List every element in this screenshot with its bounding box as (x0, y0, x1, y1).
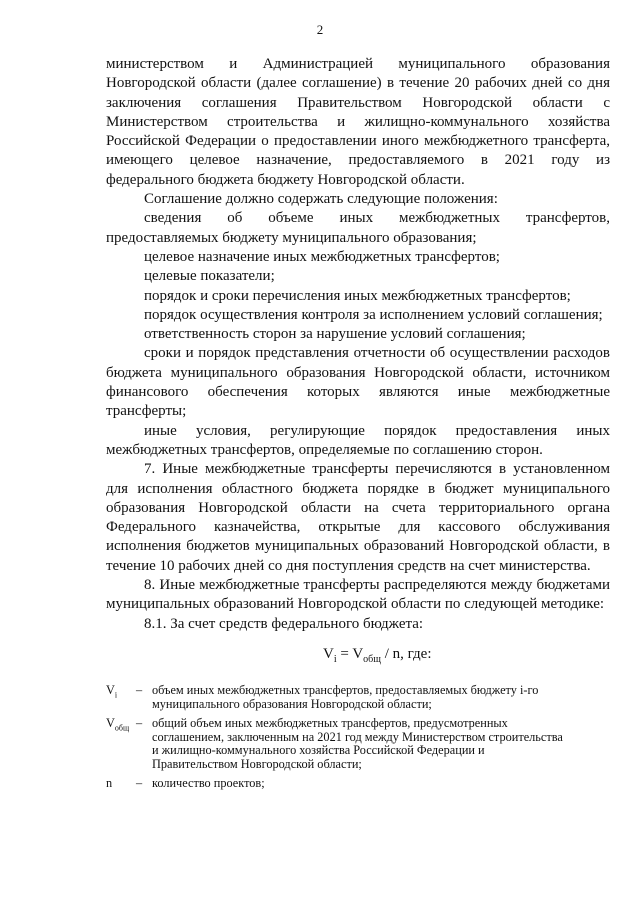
definition-dash: – (136, 683, 143, 697)
paragraph: иные условия, регулирующие порядок предоставления иных межбюджетных трансфертов, определяемые по соглашению сторон. (106, 422, 610, 458)
page-number: 2 (316, 22, 324, 37)
definition-row (106, 717, 566, 771)
formula-rest: / n, где: (380, 646, 432, 662)
definition-dash: – (136, 776, 143, 790)
symbol-letter: n (106, 776, 113, 790)
paragraph: порядок осуществления контроля за исполнением условий соглашения; (144, 306, 603, 323)
paragraph: целевые показатели; (144, 268, 275, 285)
formula-equals: = V (336, 646, 364, 662)
definition-text: объем иных межбюджетных трансфертов, предоставляемых бюджету i-го муниципального образования Новгородской области; (152, 683, 539, 711)
definition-row (106, 777, 566, 795)
paragraph: сроки и порядок представления отчетности об осуществлении расходов бюджета муниципального образования Новгородской области, источником финансового обеспечения которых являются иные межбюджетные трансферты; (106, 345, 610, 420)
formula-rhs-subscript: общ (363, 654, 381, 665)
symbol-letter: V (106, 716, 115, 730)
formula-lhs-subscript: i (333, 654, 337, 665)
definition-symbol (106, 684, 136, 711)
paragraph: ответственность сторон за нарушение условий соглашения; (144, 326, 526, 343)
paragraph: Соглашение должно содержать следующие положения: (144, 191, 498, 208)
definitions-list (106, 684, 566, 801)
formula (323, 646, 431, 665)
paragraph: сведения об объеме иных межбюджетных трансфертов, предоставляемых бюджету муниципального образования; (106, 210, 610, 246)
paragraph: 7. Иные межбюджетные трансферты перечисляются в установленном для исполнения областного бюджета порядке в бюджет муниципального образования Новгородской области на счета территориального органа Федерального казначейства, открытые для кассового обслуживания исполнения бюджетов муниципальных образований Новгородской области, в течение 10 рабочих дней со дня поступления средств на счет министерства. (106, 461, 610, 574)
document-body (106, 55, 610, 634)
definition-symbol (106, 777, 136, 795)
symbol-subscript: i (114, 690, 118, 700)
paragraph: министерством и Администрацией муниципального образования Новгородской области (далее соглашение) в течение 20 рабочих дней со дня заключения соглашения Правительством Новгородской области с Министерством строительства и жилищно-коммунального хозяйства Российской Федерации о предоставлении иного межбюджетного трансферта, имеющего целевое назначение, предоставляемого в 2021 году из федерального бюджета бюджету Новгородской области. (106, 56, 610, 188)
paragraph: 8.1. За счет средств федерального бюджета: (144, 615, 424, 632)
formula-lhs: V (323, 646, 334, 662)
symbol-subscript: общ (114, 723, 130, 733)
definition-text: количество проектов; (152, 776, 265, 790)
definition-row (106, 684, 566, 711)
paragraph: целевое назначение иных межбюджетных трансфертов; (144, 248, 500, 265)
paragraph: 8. Иные межбюджетные трансферты распределяются между бюджетами муниципальных образований Новгородской области по следующей методике: (106, 577, 610, 613)
definition-dash: – (136, 716, 143, 730)
definition-text: общий объем иных межбюджетных трансфертов, предусмотренных соглашением, заключенным на 2021 год между Министерством строительства и жилищно-коммунального хозяйства Российской Федерации и Правительством Новгородской области; (152, 716, 563, 771)
symbol-letter: V (106, 683, 115, 697)
paragraph: порядок и сроки перечисления иных межбюджетных трансфертов; (144, 287, 571, 304)
definition-symbol (106, 717, 136, 771)
